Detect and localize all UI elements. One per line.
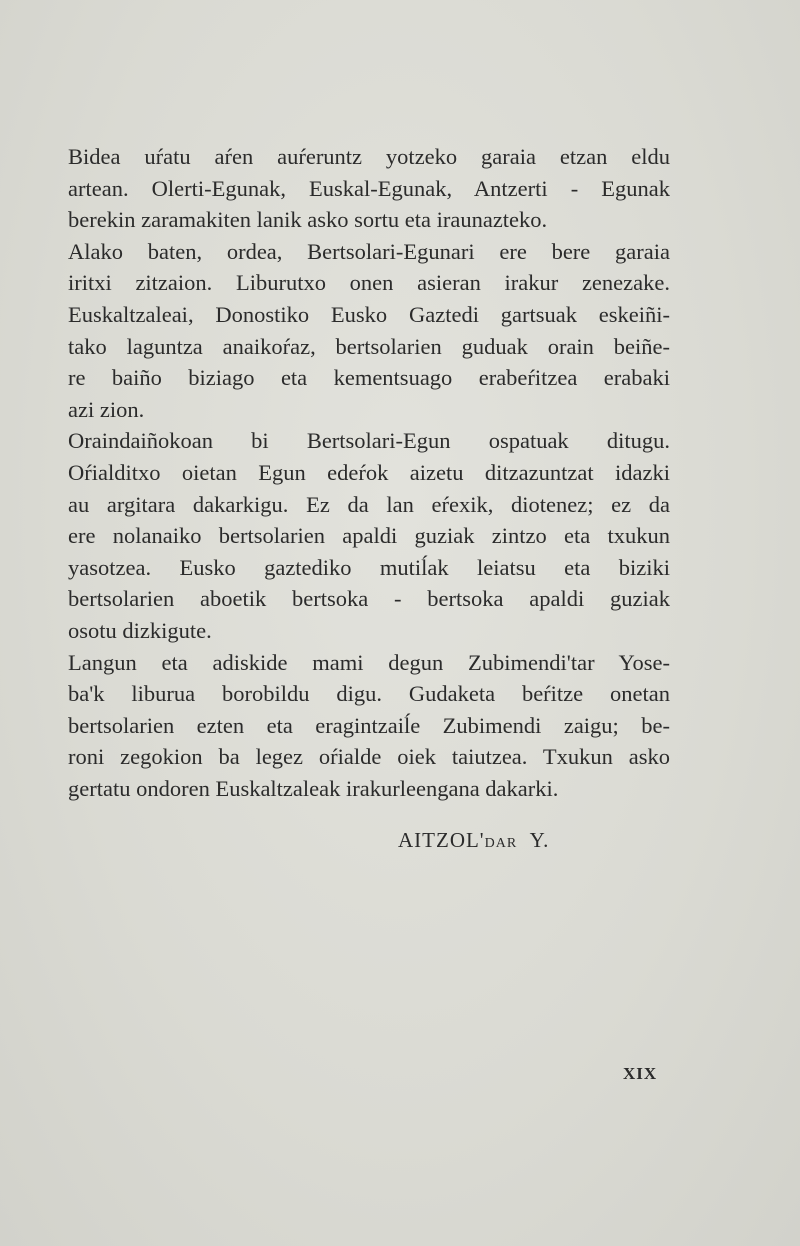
paragraph-line: ere nolanaiko bertsolarien apaldi guziak zintzo eta txukun — [68, 523, 670, 549]
paragraph-line: iritxi zitzaion. Liburutxo onen asieran irakur zenezake. — [68, 270, 670, 296]
paragraph-line: re baiño biziago eta kementsuago erabeŕitzea erabaki — [68, 365, 670, 391]
paragraph-line: Alako baten, ordea, Bertsolari-Egunari ere bere garaia — [68, 238, 670, 264]
paragraph-line: Langun eta adiskide mami degun Zubimendi'tar Yose- — [68, 649, 670, 675]
page-number: XIX — [623, 1064, 658, 1083]
paragraph-line: osotu dizkigute. — [68, 617, 212, 643]
paragraph-line: Bidea uŕatu aŕen auŕeruntz yotzeko garaia etzan eldu — [68, 144, 670, 169]
paragraph-line: ba'k liburua borobildu digu. Gudaketa beŕitze onetan — [68, 681, 670, 707]
paragraph-line: gertatu ondoren Euskaltzaleak irakurleengana dakarki. — [68, 775, 559, 801]
author-signature — [398, 828, 549, 853]
paragraph-line: roni zegokion ba legez oŕialde oiek taiutzea. Txukun asko — [68, 744, 670, 770]
paragraph-line: au argitara dakarkigu. Ez da lan eŕexik, diotenez; ez da — [68, 491, 670, 517]
paragraph-line: Euskaltzaleai, Donostiko Eusko Gaztedi gartsuak eskeiñi- — [68, 301, 670, 327]
signature-initial: Y. — [529, 828, 550, 852]
paragraph-line: tako laguntza anaikoŕaz, bertsolarien guduak orain beiñe- — [68, 333, 670, 359]
paragraph-line: Oŕialditxo oietan Egun edeŕok aizetu ditzazuntzat idazki — [68, 459, 670, 485]
paragraph-line: artean. Olerti-Egunak, Euskal-Egunak, Antzerti - Egunak — [68, 175, 670, 201]
signature-suffix: DAR — [484, 836, 518, 851]
signature-name: AITZOL' — [398, 828, 485, 852]
paragraph-line: yasotzea. Eusko gaztediko mutiĺak leiatsu eta biziki — [68, 554, 670, 580]
paragraph-line: azi zion. — [68, 396, 145, 422]
paragraph-line: Oraindaiñokoan bi Bertsolari-Egun ospatuak ditugu. — [68, 428, 670, 454]
paragraph-line: bertsolarien aboetik bertsoka - bertsoka apaldi guziak — [68, 586, 670, 612]
paragraph-line: berekin zaramakiten lanik asko sortu eta iraunazteko. — [68, 207, 548, 233]
body-text — [68, 141, 670, 804]
paragraph-line: bertsolarien ezten eta eragintzaiĺe Zubimendi zaigu; be- — [68, 712, 670, 738]
